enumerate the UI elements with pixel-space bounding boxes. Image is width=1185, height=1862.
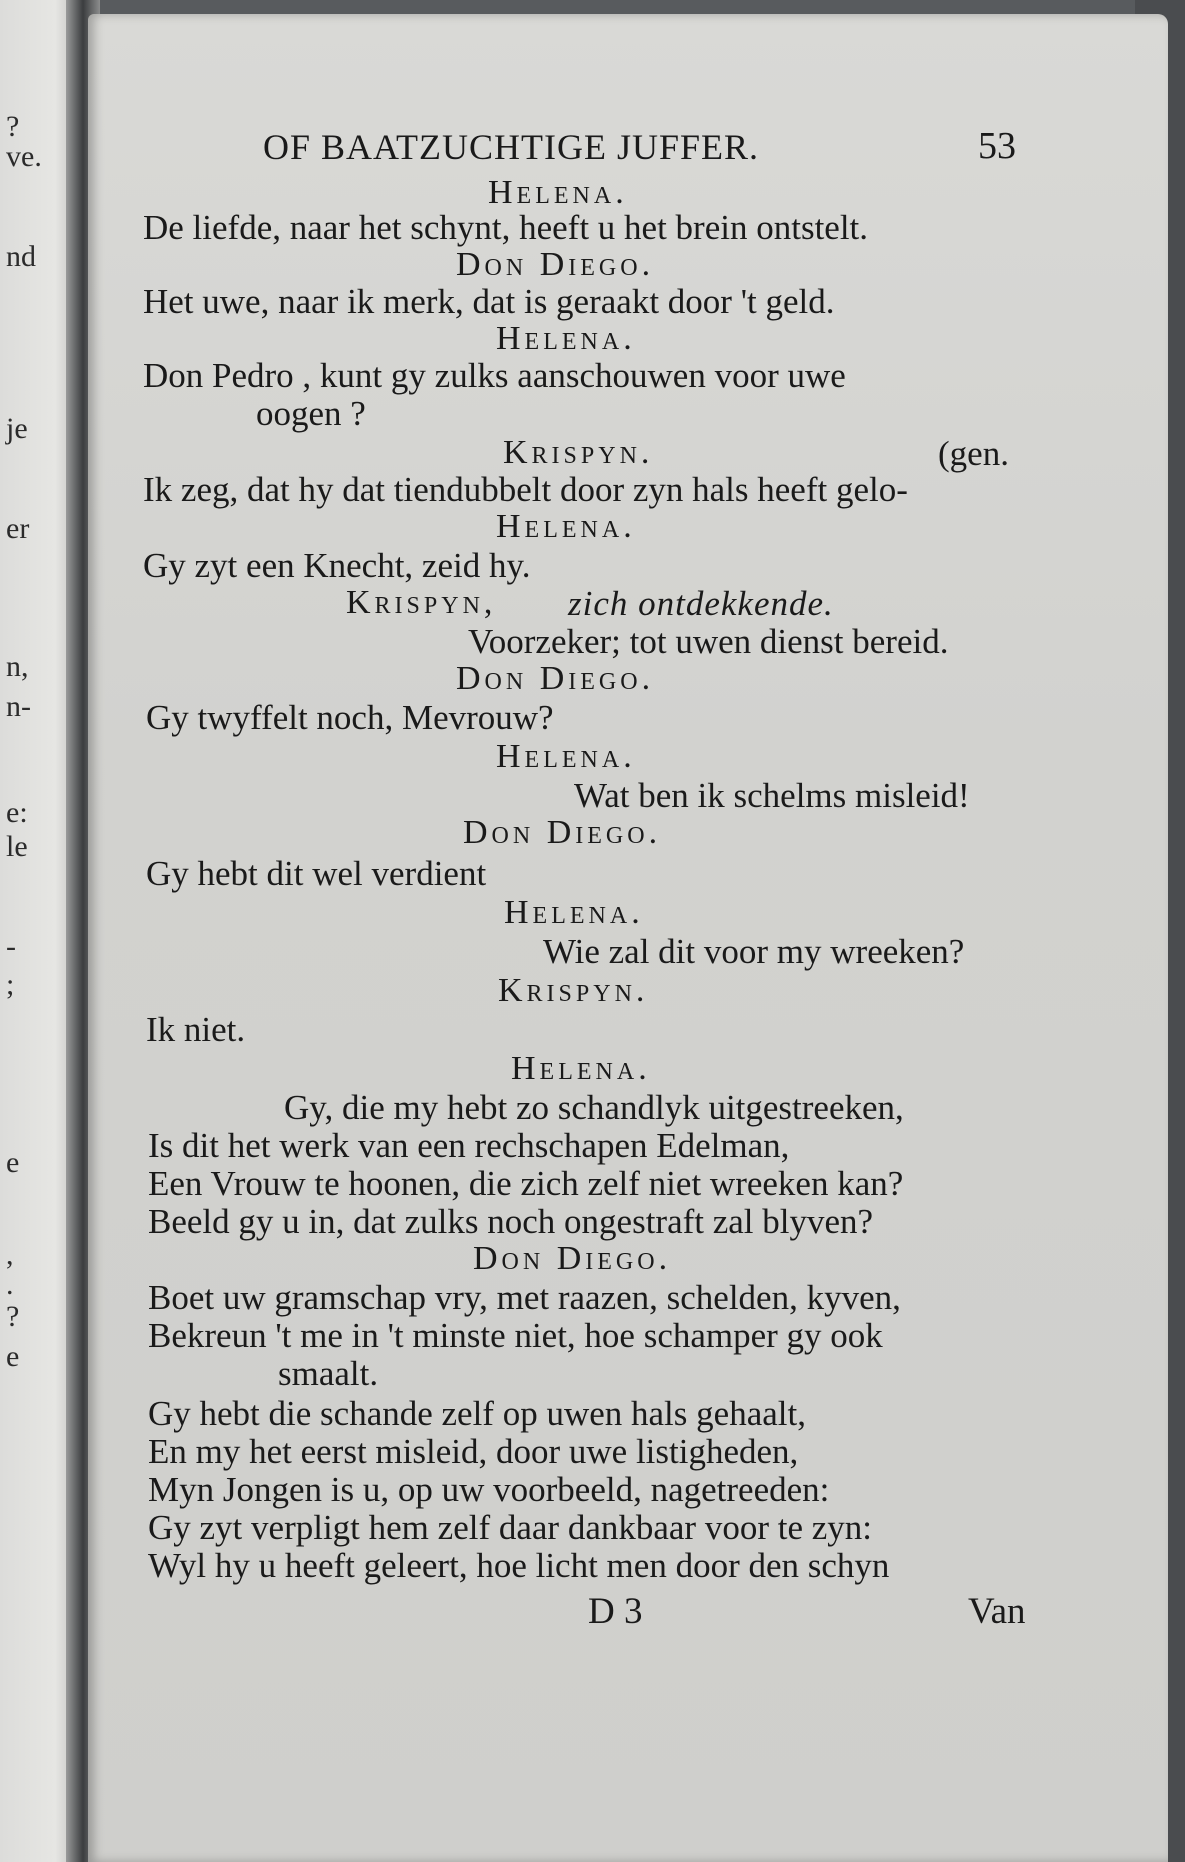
edge-fragment: le <box>6 830 28 863</box>
speaker-name: Helena. <box>496 738 636 775</box>
speaker-name: Don Diego. <box>463 814 662 851</box>
verse-line: Myn Jongen is u, op uw voorbeeld, nagetreeden: <box>148 1470 830 1509</box>
stage-direction: zich ontdekkende. <box>568 584 834 623</box>
verse-line: De liefde, naar het schynt, heeft u het brein ontstelt. <box>143 208 869 247</box>
signature-mark: D 3 <box>588 1591 643 1632</box>
verse-line: Gy zyt een Knecht, zeid hy. <box>143 546 531 585</box>
edge-fragment: . <box>6 1268 14 1301</box>
verse-line: Ik zeg, dat hy dat tiendubbelt door zyn hals heeft gelo- <box>143 470 908 509</box>
verse-line: Wyl hy u heeft geleert, hoe licht men door den schyn <box>148 1546 890 1585</box>
verse-line: Gy zyt verpligt hem zelf daar dankbaar voor te zyn: <box>148 1508 873 1547</box>
verse-line: Don Pedro , kunt gy zulks aanschouwen voor uwe <box>143 356 846 395</box>
edge-fragment: ? <box>6 1300 20 1333</box>
edge-fragment: nd <box>6 240 36 273</box>
verse-line: oogen ? <box>256 394 366 433</box>
running-title: OF BAATZUCHTIGE JUFFER. <box>263 127 760 167</box>
speaker-name: Helena. <box>496 508 636 545</box>
edge-fragment: n- <box>6 690 31 723</box>
verse-line: Bekreun 't me in 't minste niet, hoe schamper gy ook <box>148 1316 883 1355</box>
speaker-name: Helena. <box>496 320 636 357</box>
verse-line: Gy hebt dit wel verdient <box>146 854 487 893</box>
speaker-name: Helena. <box>488 174 628 211</box>
verse-line: Boet uw gramschap vry, met raazen, schelden, kyven, <box>148 1278 901 1317</box>
edge-fragment: ve. <box>6 140 42 173</box>
verse-line: Het uwe, naar ik merk, dat is geraakt door 't geld. <box>143 282 835 321</box>
verse-line: (gen. <box>938 434 1009 473</box>
edge-fragment: e <box>6 1146 20 1179</box>
verse-line: smaalt. <box>278 1354 379 1393</box>
edge-fragment: er <box>6 512 30 545</box>
edge-fragment: n, <box>6 650 29 683</box>
verse-line: Ik niet. <box>146 1010 246 1049</box>
speaker-name: Don Diego. <box>456 660 655 697</box>
edge-fragment: - <box>6 930 16 963</box>
edge-fragment: e: <box>6 796 28 829</box>
edge-fragment: ? <box>6 110 20 143</box>
verse-line: Wat ben ik schelms misleid! <box>574 776 970 815</box>
speaker-name: Krispyn. <box>498 972 649 1009</box>
speaker-name: Krispyn, <box>346 584 497 621</box>
verse-line: En my het eerst misleid, door uwe listigheden, <box>148 1432 799 1471</box>
edge-fragment: ; <box>6 968 15 1001</box>
speaker-name: Don Diego. <box>473 1240 672 1277</box>
verse-line: Gy twyffelt noch, Mevrouw? <box>146 698 554 737</box>
speaker-name: Helena. <box>504 894 644 931</box>
verse-line: Voorzeker; tot uwen dienst bereid. <box>468 622 949 661</box>
edge-fragment: je <box>6 412 28 445</box>
page-text <box>88 14 1168 1862</box>
verse-line: Gy, die my hebt zo schandlyk uitgestreeken, <box>284 1088 904 1127</box>
book-page <box>88 14 1168 1862</box>
verse-line: Wie zal dit voor my wreeken? <box>543 932 965 971</box>
verse-line: Een Vrouw te hoonen, die zich zelf niet wreeken kan? <box>148 1164 904 1203</box>
edge-fragment: e <box>6 1340 20 1373</box>
page-number: 53 <box>978 125 1016 167</box>
verse-line: Beeld gy u in, dat zulks noch ongestraft zal blyven? <box>148 1202 874 1241</box>
speaker-name: Don Diego. <box>456 246 655 283</box>
verse-line: Is dit het werk van een rechschapen Edelman, <box>148 1126 790 1165</box>
verse-line: Gy hebt die schande zelf op uwen hals gehaalt, <box>148 1394 806 1433</box>
speaker-name: Krispyn. <box>503 434 654 471</box>
edge-fragment: , <box>6 1238 14 1271</box>
speaker-name: Helena. <box>511 1050 651 1087</box>
catchword: Van <box>968 1591 1026 1632</box>
